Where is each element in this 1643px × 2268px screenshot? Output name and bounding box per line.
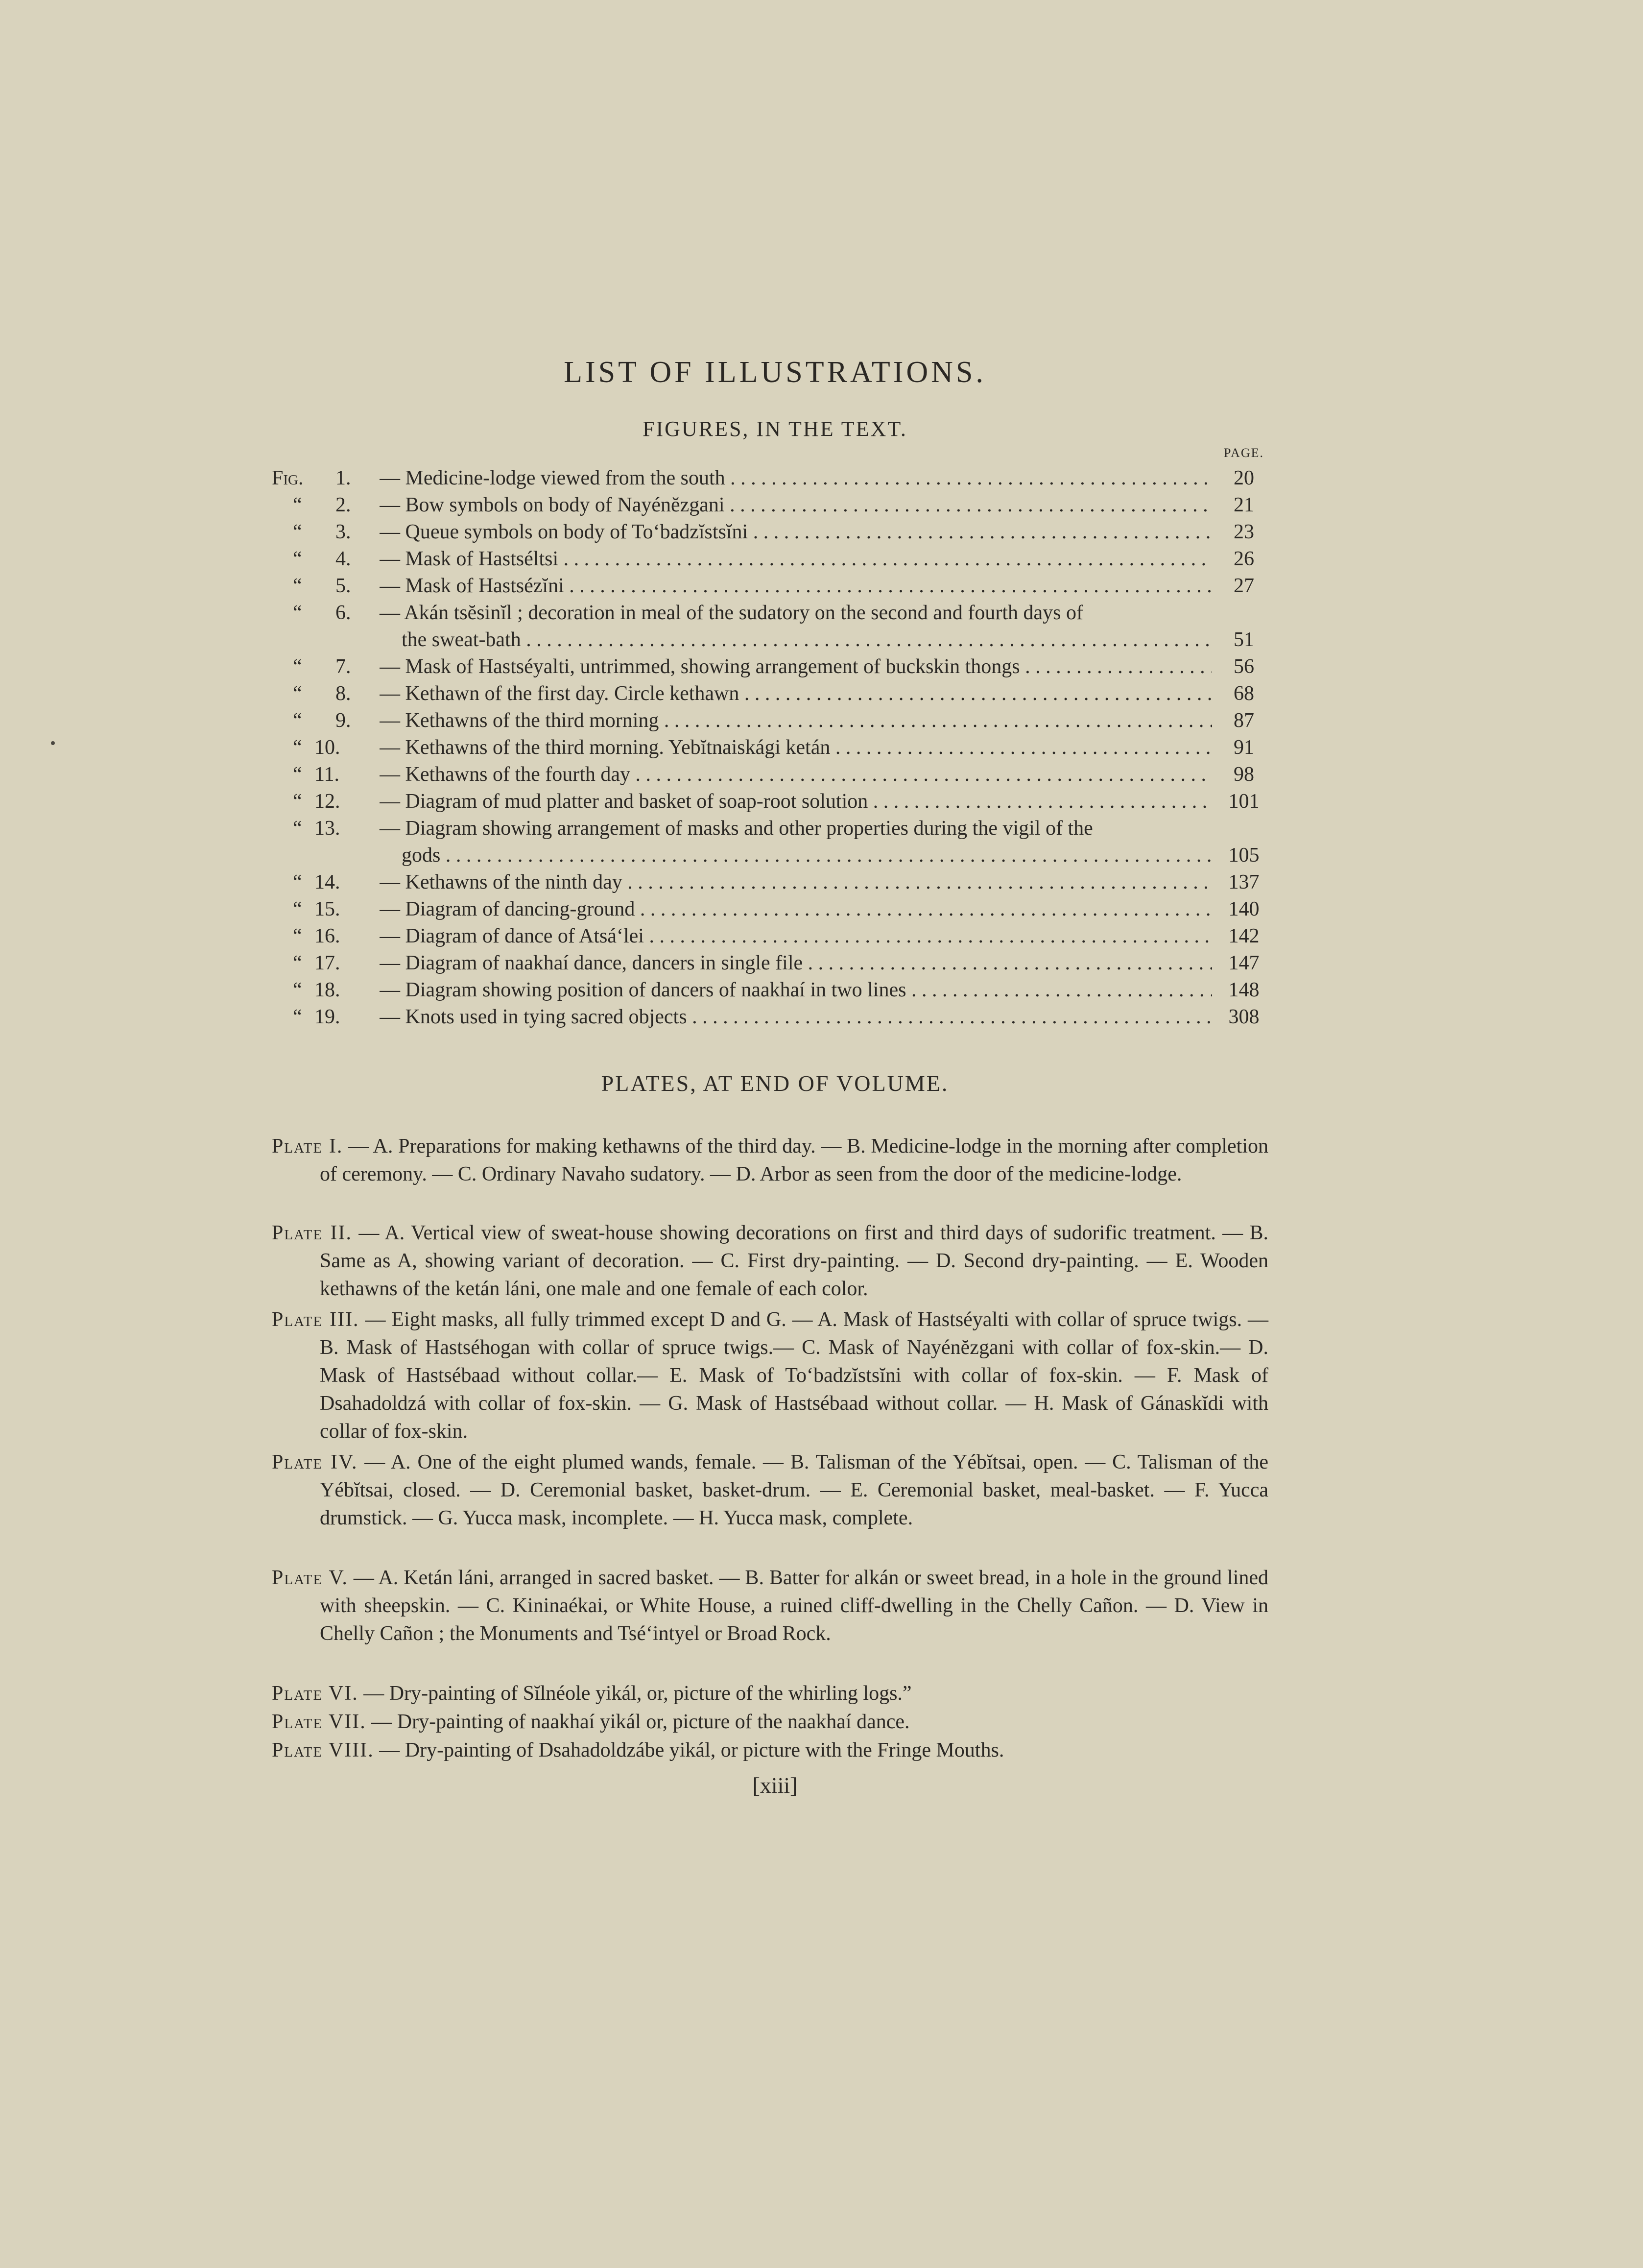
figure-lead: Fig. [272, 467, 304, 489]
figure-page-number: 21 [1234, 494, 1254, 516]
figure-caption: — Queue symbols on body of To‘badzĭstsĭni . . . [380, 519, 1212, 545]
figures-heading: FIGURES, IN THE TEXT. [643, 417, 907, 441]
figure-caption: — Medicine-lodge viewed from the south . . . [380, 465, 1212, 491]
figure-lead: “ [293, 521, 302, 543]
figure-row [0, 492, 1643, 522]
figure-caption: — Kethawns of the third morning . . . [380, 708, 1212, 733]
figure-page-number: 68 [1234, 682, 1254, 705]
figure-number: 2. [335, 494, 351, 516]
figure-caption: — Mask of Hastsézĭni . . . [380, 573, 1212, 599]
figure-row [0, 843, 1643, 872]
figure-page-number: 137 [1228, 871, 1260, 893]
figure-row [0, 708, 1643, 737]
plates-heading: PLATES, AT END OF VOLUME. [601, 1071, 949, 1096]
figure-caption: — Diagram of naakhaí dance, dancers in single file . . . [380, 950, 1212, 976]
figure-page-number: 101 [1228, 790, 1260, 813]
plate-label: Plate I. [272, 1135, 343, 1158]
figure-page-number: 87 [1234, 709, 1254, 732]
figure-lead: “ [293, 790, 302, 813]
figure-caption: — Diagram showing arrangement of masks and other properties during the vigil of the [380, 817, 1093, 840]
figure-lead: “ [293, 979, 302, 1001]
figure-page-number: 148 [1228, 979, 1260, 1001]
figure-page-number: 56 [1234, 655, 1254, 678]
figure-row [0, 977, 1643, 1007]
figure-number: 1. [335, 467, 351, 489]
figure-page-number: 23 [1234, 521, 1254, 543]
figure-caption: — Diagram showing position of dancers of naakhaí in two lines . . . [380, 977, 1212, 1003]
figure-lead: “ [293, 548, 302, 570]
figure-lead: “ [293, 602, 302, 624]
figure-page-number: 20 [1234, 467, 1254, 489]
figure-lead: “ [293, 871, 302, 893]
figure-row [0, 950, 1643, 980]
plate-label: Plate III. [272, 1308, 359, 1331]
figure-row [0, 546, 1643, 576]
figure-number: 10. [314, 736, 340, 759]
plate-label: Plate II. [272, 1222, 353, 1244]
figure-number: 13. [314, 817, 340, 840]
figure-lead: “ [293, 575, 302, 597]
figure-number: 15. [314, 898, 340, 920]
plate-label: Plate V. [272, 1567, 348, 1589]
figure-number: 6. [335, 602, 351, 624]
figure-page-number: 308 [1228, 1006, 1260, 1028]
figure-lead: “ [293, 494, 302, 516]
figure-number: 4. [335, 548, 351, 570]
figure-number: 5. [335, 575, 351, 597]
figure-row [0, 681, 1643, 710]
figure-caption: — Mask of Hastséyalti, untrimmed, showing arrangement of buckskin thongs . . . [380, 654, 1212, 679]
plate-entry [272, 1737, 1268, 1764]
figure-lead: “ [293, 655, 302, 678]
figure-row [0, 735, 1643, 764]
figure-number: 3. [335, 521, 351, 543]
figure-number: 12. [314, 790, 340, 813]
plate-description: — Dry-painting of Dsahadoldzábe yikál, or picture with the Fringe Mouths. [379, 1739, 1004, 1761]
plate-description: — A. Preparations for making kethawns of the third day. — B. Medicine-lodge in the morning after completion of ceremony. — C. Ordinary Navaho sudatory. — D. Arbor as seen from the door of the medicine-lodge. [320, 1135, 1268, 1185]
figure-row [0, 896, 1643, 926]
figure-row [0, 1004, 1643, 1034]
figure-caption: — Kethawn of the first day. Circle kethawn . . . [380, 681, 1212, 706]
figure-page-number: 27 [1234, 575, 1254, 597]
figure-number: 11. [314, 763, 339, 786]
figure-row [0, 573, 1643, 603]
figure-lead: “ [293, 952, 302, 974]
figure-page-number: 26 [1234, 548, 1254, 570]
plate-entry [272, 1133, 1268, 1188]
figure-caption: — Mask of Hastséltsi . . . [380, 546, 1212, 572]
figure-lead: “ [293, 817, 302, 840]
figure-page-number: 51 [1234, 628, 1254, 651]
plate-label: Plate VIII. [272, 1739, 374, 1761]
plate-description: — Eight masks, all fully trimmed except D and G. — A. Mask of Hastséyalti with collar of spruce twigs. — B. Mask of Hastséhogan with collar of spruce twigs.— C. Mask of Nayénĕzgani with collar of fox-skin.— D. Mask of Hastsébaad without collar.— E. Mask of To‘badzĭstsĭni with collar of fox-skin. — F. Mask of Dsahadoldzá with collar of fox-skin. — G. Mask of Hastsébaad without collar. — H. Mask of Gánaskĭdi with collar of fox-skin. [320, 1308, 1269, 1443]
figure-number: 18. [314, 979, 340, 1001]
plate-entry [272, 1564, 1268, 1648]
plate-entry [272, 1708, 1268, 1736]
figure-caption: — Kethawns of the fourth day . . . [380, 762, 1212, 787]
figure-page-number: 98 [1234, 763, 1254, 786]
figure-lead: “ [293, 763, 302, 786]
figure-caption: — Akán tsĕsinĭl ; decoration in meal of the sudatory on the second and fourth days of [380, 602, 1084, 624]
figure-caption: — Diagram of mud platter and basket of soap-root solution . . . [380, 789, 1212, 814]
figure-page-number: 105 [1228, 844, 1260, 867]
plate-label: Plate VI. [272, 1682, 358, 1705]
figure-lead: “ [293, 1006, 302, 1028]
plate-description: — Dry-painting of Sĭlnéole yikál, or, picture of the whirling logs.” [363, 1682, 912, 1705]
figure-row [0, 627, 1643, 656]
figure-page-number: 91 [1234, 736, 1254, 759]
figure-caption: — Diagram of dance of Atsá‘lei . . . [380, 923, 1212, 949]
plate-description: — A. Ketán láni, arranged in sacred basket. — B. Batter for alkán or sweet bread, in a hole in the ground lined with sheepskin. — C. Kininaékai, or White House, a ruined cliff-dwelling in the Chelly Cañon. — D. View in Chelly Cañon ; the Monuments and Tsé‘intyel or Broad Rock. [320, 1567, 1269, 1645]
plate-description: — A. One of the eight plumed wands, female. — B. Talisman of the Yébĭtsai, open. — C. Talisman of the Yébĭtsai, closed. — D. Ceremonial basket, basket-drum. — E. Ceremonial basket, meal-basket. — F. Yucca drumstick. — G. Yucca mask, incomplete. — H. Yucca mask, complete. [320, 1451, 1268, 1529]
plate-entry [272, 1680, 1268, 1708]
figure-row [0, 654, 1643, 683]
figure-caption: the sweat-bath . . . [402, 627, 1212, 652]
page-folio: [xiii] [752, 1773, 798, 1798]
plate-label: Plate VII. [272, 1711, 366, 1733]
figure-caption: gods . . . [402, 843, 1212, 868]
figure-page-number: 142 [1228, 925, 1260, 947]
figure-caption: — Bow symbols on body of Nayénĕzgani . . . [380, 492, 1212, 518]
figure-caption: — Knots used in tying sacred objects . . . [380, 1004, 1212, 1030]
figure-number: 7. [335, 655, 351, 678]
figure-lead: “ [293, 709, 302, 732]
page-title: LIST OF ILLUSTRATIONS. [564, 356, 986, 389]
figure-row [0, 519, 1643, 549]
figure-lead: “ [293, 682, 302, 705]
figure-row [0, 923, 1643, 953]
figure-caption: — Kethawns of the third morning. Yebĭtnaiskági ketán . . . [380, 735, 1212, 760]
figure-number: 19. [314, 1006, 340, 1028]
figure-row [0, 789, 1643, 818]
figure-row [0, 600, 1643, 629]
figure-row [0, 816, 1643, 845]
plate-entry [272, 1219, 1268, 1303]
page-column-label: PAGE. [1223, 446, 1264, 460]
figure-number: 14. [314, 871, 340, 893]
ink-speck [51, 741, 55, 745]
figure-lead: “ [293, 898, 302, 920]
figure-row [0, 869, 1643, 899]
figure-number: 16. [314, 925, 340, 947]
figure-row [0, 762, 1643, 791]
plate-entry [272, 1306, 1268, 1446]
figure-page-number: 140 [1228, 898, 1260, 920]
figure-lead: “ [293, 736, 302, 759]
figure-caption: — Kethawns of the ninth day . . . [380, 869, 1212, 895]
figure-page-number: 147 [1228, 952, 1260, 974]
figure-number: 17. [314, 952, 340, 974]
figure-number: 9. [335, 709, 351, 732]
plate-description: — A. Vertical view of sweat-house showing decorations on first and third days of sudorific treatment. — B. Same as A, showing variant of decoration. — C. First dry-painting. — D. Second dry-painting. — E. Wooden kethawns of the ketán láni, one male and one female of each color. [320, 1222, 1269, 1300]
plate-label: Plate IV. [272, 1451, 358, 1473]
figure-row [0, 465, 1643, 495]
figure-lead: “ [293, 925, 302, 947]
plate-description: — Dry-painting of naakhaí yikál or, picture of the naakhaí dance. [371, 1711, 910, 1733]
plate-entry [272, 1448, 1268, 1532]
figure-caption: — Diagram of dancing-ground . . . [380, 896, 1212, 922]
figure-number: 8. [335, 682, 351, 705]
